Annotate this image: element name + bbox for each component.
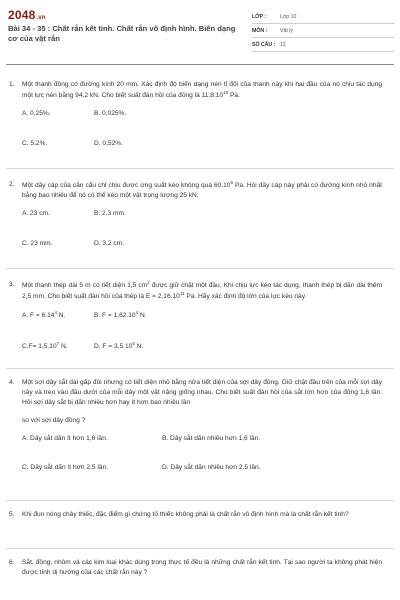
option-b[interactable]: B. 0,025%.: [94, 109, 127, 117]
option-a[interactable]: A. $F = 6.14^4$ N.: [22, 310, 66, 320]
answer-options: [22, 310, 382, 352]
option-b[interactable]: B. 2,3 mm.: [94, 209, 126, 217]
option-c[interactable]: $C.F= 1,5.10^7$ N.: [22, 341, 68, 351]
option-c[interactable]: C. Dây sắt dãn ít hơn 2,5 lần.: [22, 464, 109, 472]
site-logo[interactable]: 2048.vn: [8, 8, 46, 22]
question-text: Một thanh đồng có đường kính 20 mm. Xác định độ biến dạng nén tỉ đối của thanh này khi hai đầu của nó chịu tác dụng một lực nén bằng 94,2 kN. Cho biết suất đàn hồi của đồng là 11,8.10$^{10}$ Pa.: [22, 81, 382, 100]
meta-row-class: LỚP : Lớp 10: [252, 10, 394, 24]
divider: [6, 168, 394, 169]
question-text: Một dây cáp của cần cẩu chỉ chịu được ứng suất kéo không quá 60.10$^6$ Pa. Hỏi dây cáp này phải có đường kính nhỏ nhất bằng bao nhiêu để nó có thể kéo một vật trọng lượng 25 kN.: [22, 180, 382, 200]
question-text: Một sợi dây sắt dài gấp đôi nhưng có tiết diện nhỏ bằng nửa tiết diện của sợi dây đồng. Giữ chặt đầu trên của mỗi sợi dây này và treo vào đầu dưới của mỗi dây một vật nặng giống nhau. Cho biết suất đàn hồi của sắt lớn hơn của đồng 1,6 lần. Hỏi sợi dây sắt bị dãn nhiều hơn hay ít hơn bao nhiêu lần: [22, 379, 382, 406]
question-number: 3.: [9, 281, 15, 288]
document-title: Bài 34 - 35 : Chất rắn kết tinh. Chất rắn vô định hình. Biến dạng cơ của vật rắn: [8, 24, 236, 43]
option-a[interactable]: A. 0,25%.: [22, 109, 51, 117]
divider: [6, 500, 394, 501]
option-d[interactable]: D. Dây sắt dãn nhiều hơn 2,5 lần.: [162, 464, 261, 472]
question-number: 4.: [9, 379, 15, 386]
question-4: [9, 378, 382, 473]
question-5: [9, 510, 382, 520]
question-number: 5.: [9, 511, 15, 518]
option-b[interactable]: B. Dây sắt dãn nhiều hơn 1,6 lần.: [162, 434, 261, 442]
question-6: [9, 558, 382, 578]
option-d[interactable]: D. 0,52%.: [94, 139, 123, 147]
question-number: 1.: [9, 81, 15, 88]
divider: [6, 368, 394, 369]
question-text: Khi đun nóng chảy thiếc, đặc điểm gì chứng tỏ thiếc không phải là chất rắn vô định hình mà là chất rắn kết tinh?: [22, 511, 349, 518]
meta-table: [252, 10, 394, 52]
header-divider: [6, 64, 394, 65]
option-c[interactable]: C. 23 mm.: [22, 239, 53, 247]
option-d[interactable]: D. 3,2 cm.: [94, 239, 125, 247]
question-text: Sắt, đồng, nhôm và các kim loại khác dùng trong thực tế đều là những chất rắn kết tinh. Tại sao người ta không phát hiện được tính dị hướng của các chất rắn này ?: [22, 559, 382, 576]
question-number: 6.: [9, 559, 15, 566]
question-text: Một thanh thép dài 5 m có tiết diện 1,5 $cm^2$ được giữ chặt một đầu. Khi chịu lực kéo tác dụng, thanh thép bị dãn dài thêm 2,5 mm. Cho biết suất đàn hồi của thép là $E = 2,16.10^{11}$ Pa. Hãy xác định độ lớn của lực kéo này.: [22, 280, 382, 301]
answer-options: [22, 434, 382, 474]
question-text-continued: so với sợi dây đồng ?: [22, 416, 86, 424]
answer-options: [22, 209, 382, 249]
option-d[interactable]: D. $F = 3,5.10^5$ N.: [94, 341, 144, 351]
question-3: [9, 280, 382, 352]
option-a[interactable]: A. 23 cm.: [22, 209, 50, 217]
option-b[interactable]: B. $F = 1,62.10^4$ N.: [94, 310, 147, 320]
divider: [6, 548, 394, 549]
option-a[interactable]: A. Dây sắt dãn ít hơn 1,6 lần.: [22, 434, 108, 442]
meta-row-subject: MÔN : Vật lý: [252, 24, 394, 38]
meta-row-count: SỐ CÂU : 12: [252, 38, 394, 52]
answer-options: [22, 109, 382, 149]
question-2: [9, 180, 382, 249]
header: [0, 0, 400, 60]
option-c[interactable]: C. 5,2%.: [22, 139, 48, 147]
divider: [6, 268, 394, 269]
question-1: [9, 80, 382, 149]
question-number: 2.: [9, 181, 15, 188]
